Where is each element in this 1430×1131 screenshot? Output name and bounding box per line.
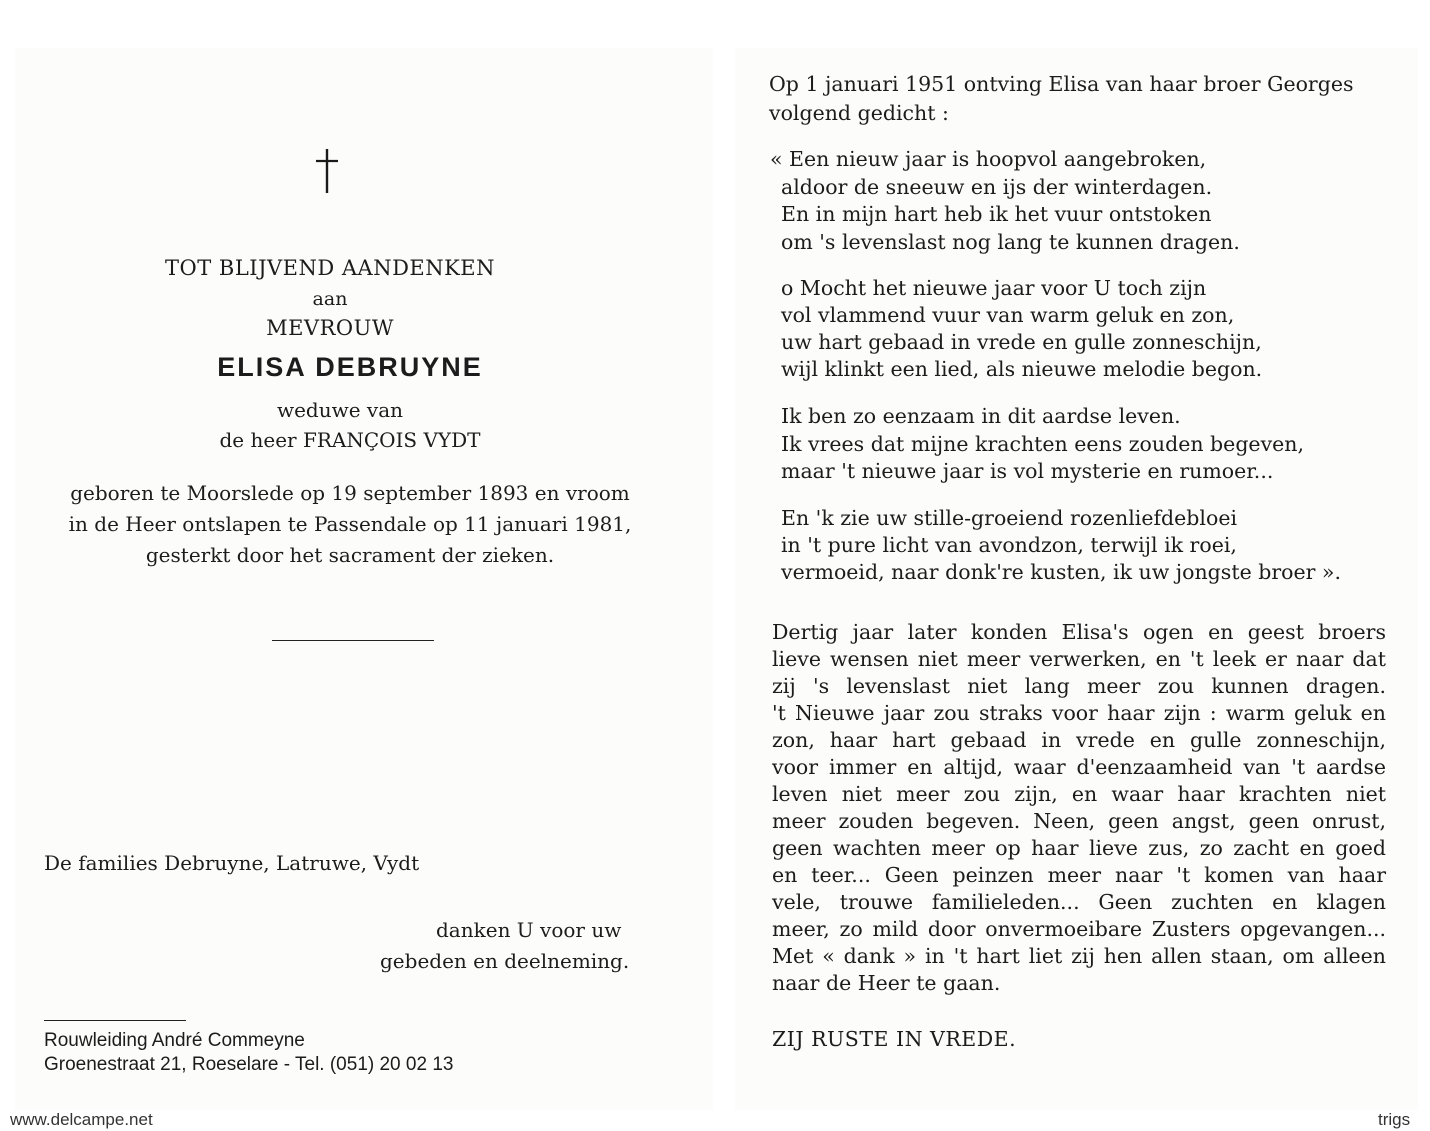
paragraph-line: meer zouden begeven. Neen, geen angst, geen onrust, xyxy=(772,809,1386,833)
poem-line: maar 't nieuwe jaar is vol mysterie en rumoer... xyxy=(781,459,1274,483)
paragraph-line: naar de Heer te gaan. xyxy=(772,971,1001,995)
paragraph-line: lieve wensen niet meer verwerken, en 't leek er naar dat xyxy=(772,647,1386,671)
title-label: MEVROUW xyxy=(266,316,394,340)
cross-icon xyxy=(312,148,342,194)
poem-line: Ik ben zo eenzaam in dit aardse leven. xyxy=(781,404,1181,428)
paragraph-line: leven niet meer zou zijn, en waar haar krachten niet xyxy=(772,782,1386,806)
paragraph-line: zij 's levenslast niet lang meer zou kunnen dragen. xyxy=(772,674,1386,698)
divider xyxy=(272,640,434,641)
funeral-director: Rouwleiding André Commeyne xyxy=(44,1030,305,1051)
poem-line: Ik vrees dat mijne krachten eens zouden begeven, xyxy=(781,432,1305,456)
poem-line: vermoeid, naar donk're kusten, ik uw jongste broer ». xyxy=(781,560,1341,584)
poem-line: om 's levenslast nog lang te kunnen dragen. xyxy=(781,230,1240,254)
poem-line: En in mijn hart heb ik het vuur ontstoken xyxy=(781,202,1212,226)
paragraph-line: Dertig jaar later konden Elisa's ogen en geest broers xyxy=(772,620,1386,644)
poem-line: « Een nieuw jaar is hoopvol aangebroken, xyxy=(770,147,1207,171)
site-watermark: www.delcampe.net xyxy=(10,1110,153,1129)
aan-label: aan xyxy=(312,288,348,310)
seller-watermark: trigs xyxy=(1378,1110,1411,1129)
intro-line: Op 1 januari 1951 ontving Elisa van haar broer Georges xyxy=(769,72,1354,96)
closing-line: ZIJ RUSTE IN VREDE. xyxy=(772,1027,1017,1051)
intro-line: volgend gedicht : xyxy=(769,101,949,125)
paragraph-line: en teer... Geen peinzen meer naar 't komen van haar xyxy=(772,863,1386,887)
memorial-heading: TOT BLIJVEND AANDENKEN xyxy=(164,256,496,280)
paragraph-line: vele, trouwe familieleden... Geen zuchten en klagen xyxy=(772,890,1386,914)
paragraph-line: zon, haar hart gebaad in vrede en gulle zonneschijn, xyxy=(772,728,1386,752)
poem-line: vol vlammend vuur van warm geluk en zon, xyxy=(781,303,1235,327)
paragraph-line: Met « dank » in 't hart liet zij hen allen staan, om alleen xyxy=(772,944,1386,968)
bio-line: geboren te Moorslede op 19 september 1893 en vroom xyxy=(70,481,630,505)
poem-line: En 'k zie uw stille-groeiend rozenliefdebloei xyxy=(781,506,1238,530)
bio-line: in de Heer ontslapen te Passendale op 11 januari 1981, xyxy=(68,512,632,536)
deceased-name: ELISA DEBRUYNE xyxy=(217,352,483,382)
families-line: De families Debruyne, Latruwe, Vydt xyxy=(44,851,420,875)
paragraph-line: meer, zo mild door onvermoeibare Zusters opgevangen... xyxy=(772,917,1386,941)
poem-line: uw hart gebaad in vrede en gulle zonneschijn, xyxy=(781,330,1262,354)
poem-line: wijl klinkt een lied, als nieuwe melodie begon. xyxy=(781,357,1263,381)
poem-line: o Mocht het nieuwe jaar voor U toch zijn xyxy=(781,276,1207,300)
poem-line: in 't pure licht van avondzon, terwijl ik roei, xyxy=(781,533,1237,557)
thanks-line: danken U voor uw xyxy=(436,918,622,942)
footer-divider xyxy=(44,1020,186,1021)
widow-of-label: weduwe van xyxy=(276,398,404,422)
paragraph-line: 't Nieuwe jaar zou straks voor haar zijn : warm geluk en xyxy=(772,701,1386,725)
paragraph-line: geen wachten meer op haar lieve zus, zo zacht en goed xyxy=(772,836,1386,860)
poem-line: aldoor de sneeuw en ijs der winterdagen. xyxy=(781,175,1213,199)
bio-line: gesterkt door het sacrament der zieken. xyxy=(145,543,555,567)
husband-name: de heer FRANÇOIS VYDT xyxy=(219,428,481,452)
thanks-line: gebeden en deelneming. xyxy=(380,949,630,973)
funeral-address: Groenestraat 21, Roeselare - Tel. (051) 20 02 13 xyxy=(44,1054,454,1075)
paragraph-line: voor immer en altijd, waar d'eenzaamheid van 't aardse xyxy=(772,755,1386,779)
